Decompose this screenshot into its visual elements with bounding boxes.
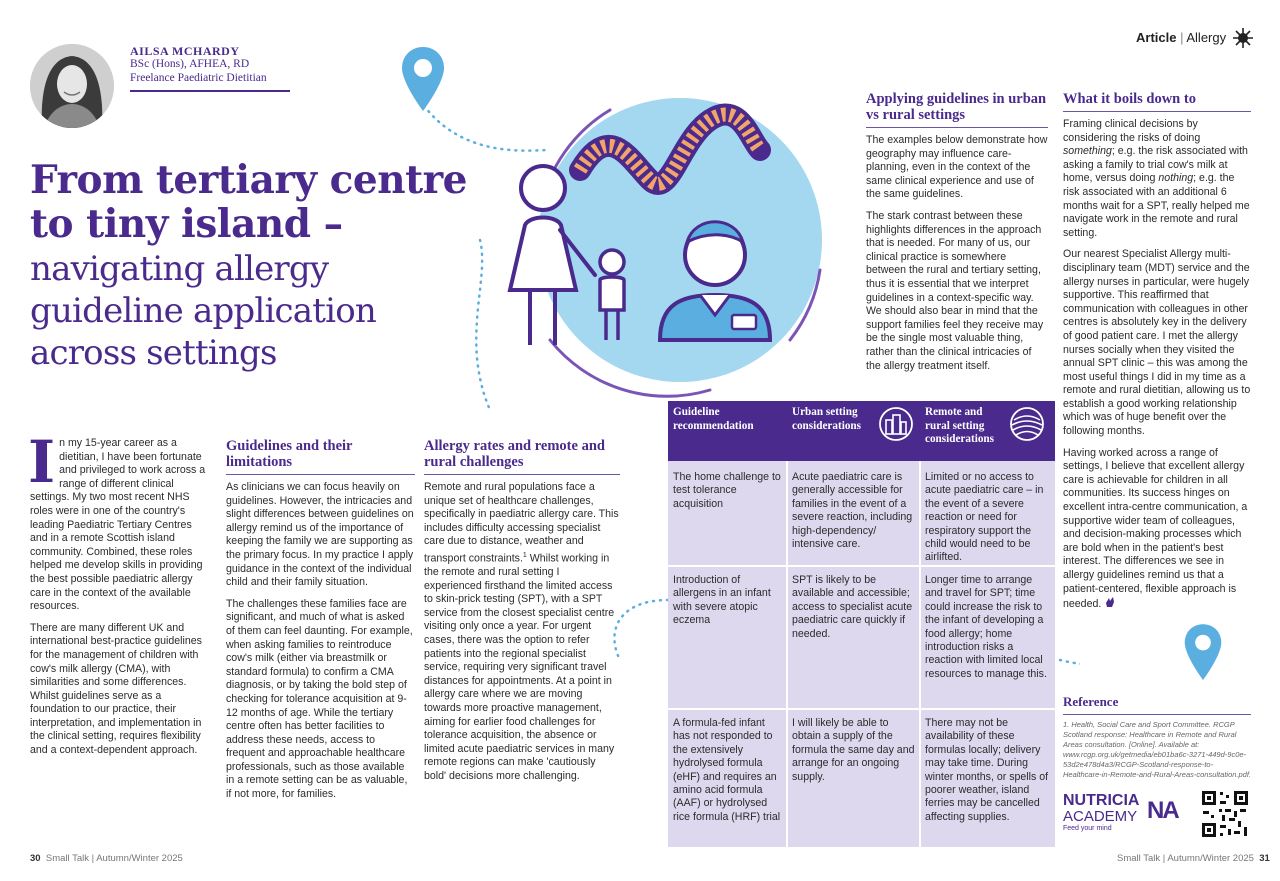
- limitations-column: [226, 438, 415, 802]
- table-column-divider: [919, 461, 921, 847]
- hand-icon: [1104, 596, 1116, 608]
- logo-mark: NA: [1147, 797, 1178, 824]
- page-number-left: 30: [30, 853, 41, 864]
- table-cell: Introduction of allergens in an infant with severe atopic eczema: [673, 574, 771, 627]
- drop-cap: I: [28, 428, 56, 496]
- table-cell: There may not be availability of these formulas locally; delivery may take time. During winter months, or spells of poorer weather, island ferries may be cancelled affecting supplies.: [925, 717, 1049, 823]
- boils-text: Framing clinical decisions by considering the risks of doing: [1063, 118, 1201, 144]
- boils-text: ; e.g. the risk associated with asking a family to trial cow's milk at home, versus doing: [1063, 145, 1248, 185]
- table-row-divider: [668, 708, 1055, 710]
- table-cell: The home challenge to test tolerance acquisition: [673, 471, 781, 510]
- page-number-right: 31: [1259, 853, 1270, 864]
- table-header-cell: Urban setting considerations: [792, 406, 861, 432]
- location-pin-icon: [1183, 622, 1223, 684]
- rates-column: [424, 438, 620, 784]
- intro-paragraph: [28, 428, 210, 614]
- section-header: Article | Allergy: [1136, 30, 1227, 45]
- rates-paragraph: [424, 481, 620, 784]
- footer-right-text: Small Talk | Autumn/Winter 2025: [1117, 853, 1254, 864]
- reference-section: [1063, 694, 1251, 780]
- title-line: From tertiary centre: [30, 157, 467, 203]
- table-cell: Limited or no access to acute paediatric care – in the event of a severe reaction or need for respiratory support the child would need to be airlifted.: [925, 471, 1044, 564]
- location-pin-icon: [400, 45, 446, 115]
- author-credentials: BSc (Hons), AFHEA, RD: [130, 58, 250, 70]
- footer-left-text: Small Talk | Autumn/Winter 2025: [45, 853, 183, 864]
- intro-text: n my 15-year career as a dietitian, I have been fortunate and privileged to work across a range of different clinical settings. My two most recent NHS roles were in one of the country's leading Paediatric Tertiary Centres and in a remote Scottish island community. Combined, these roles helped me develop skills in providing the best possible paediatric allergy care in the context of the available resources.: [30, 437, 206, 613]
- applying-heading: Applying guidelines in urban vs rural settings: [866, 91, 1048, 128]
- rates-heading: Allergy rates and remote and rural challenges: [424, 438, 620, 475]
- table-cell: Longer time to arrange and travel for SPT; time could increase the risk to the infant of developing a food allergy; home introduction risks a reaction with limited local resources to manage this.: [925, 574, 1047, 680]
- logo-tagline: Feed your mind: [1063, 825, 1112, 832]
- hills-icon: [1009, 406, 1045, 442]
- table-header-cell: Guideline recommendation: [673, 406, 754, 432]
- nutricia-academy-logo: [1063, 793, 1193, 841]
- limitations-heading: Guidelines and their limitations: [226, 438, 415, 475]
- table-header: [668, 401, 1055, 461]
- comparison-table: [668, 401, 1055, 847]
- intro-paragraph-2: There are many different UK and international best-practice guidelines for the management of children with cow's milk allergy (CMA), with similarities and some differences. Whilst guidelines serve as a foundation to our practice, their interpretation, and implementation in the clinical setting, requires flexibility and a context-dependent approach.: [30, 621, 202, 757]
- title-line: navigating allergy: [30, 249, 329, 289]
- qr-code-icon[interactable]: [1200, 789, 1250, 839]
- boils-emphasis: nothing: [1158, 172, 1194, 185]
- table-cell: I will likely be able to obtain a supply of the formula the same day and arrange for an ongoing supply.: [792, 717, 915, 783]
- author-role: Freelance Paediatric Dietitian: [130, 72, 267, 84]
- header-section: Allergy: [1186, 30, 1227, 45]
- applying-paragraph-1: The examples below demonstrate how geography may influence care-planning, even in the context of the same clinical experience and use of the same guidelines.: [866, 134, 1048, 201]
- author-avatar: [30, 44, 114, 128]
- table-cell: Acute paediatric care is generally accessible for families in the event of a severe reaction, including high-dependency/ intensive care.: [792, 471, 913, 551]
- boils-paragraph-3: [1063, 447, 1251, 612]
- applying-column: [866, 91, 1048, 373]
- limitations-paragraph-2: The challenges these families face are significant, and much of what is asked of them can feel daunting. For example, when asking families to reintroduce cow's milk (either via breastmilk or standard formula) to confirm a CMA diagnosis, or by taking the bold step of checking for tolerance acquisition at 9-12 months of age. While the tertiary centre often has better facilities to address these needs, access to frequent and approachable healthcare professionals, such as those available in a remote setting can be as valuable, if not more, for families.: [226, 597, 413, 801]
- city-icon: [878, 406, 914, 442]
- table-row-divider: [668, 565, 1055, 567]
- author-name: AILSA MCHARDY: [130, 44, 240, 58]
- logo-line-1: NUTRICIA: [1063, 792, 1140, 809]
- table-header-cell: Remote and rural setting considerations: [925, 406, 994, 446]
- applying-paragraph-2: The stark contrast between these highlights differences in the approach that is needed. For many of us, our clinical practice is somewhere between the rural and tertiary setting, thus it is essential that we interpret guidelines in a context-specific way. We should also bear in mind that the support families feel they receive may be the single most valuable thing, rather than the clinical intricacies of the allergy treatment itself.: [866, 209, 1044, 372]
- reference-heading: Reference: [1063, 694, 1251, 715]
- boils-heading: What it boils down to: [1063, 91, 1251, 112]
- footnote-marker[interactable]: 1: [522, 551, 527, 559]
- header-article: Article: [1136, 30, 1177, 45]
- boils-text: ; e.g. the risk associated with an additional 6 months wait for a SPT, really helped me navigate work in the remote and rural setting.: [1063, 172, 1250, 239]
- boils-paragraph-2: Our nearest Specialist Allergy multi-disciplinary team (MDT) service and the allergy nurses in particular, were hugely supportive. This reaffirmed that communication with colleagues in other centres is absolutely key in the delivery of good patient care. I met the allergy nurses socially when they visited the annual SPT clinic – this was among the most useful things I did in my time as a remote and rural dietitian, allowing us to establish a good working relationship which was of huge benefit over the following months.: [1063, 248, 1251, 438]
- boils-column: [1063, 91, 1251, 612]
- table-cell: SPT is likely to be available and accessible; access to specialist acute paediatric care quickly if needed.: [792, 574, 913, 640]
- footer-left: [30, 853, 183, 864]
- virus-icon: [1233, 28, 1253, 48]
- intro-column: [28, 428, 210, 758]
- reference-text[interactable]: 1. Health, Social Care and Sport Committee. RCGP Scotland response: Healthcare in Remote and Rural Areas consultation. [Online]. Available at: www.rcgp.org.uk/getmedia/eb01ba6c-3271-449d-9c0e-53d2e478d4a3/RCGP-Scotland-response-to-Healthcare-in-Remote-and-Rural-Areas-consultation.pdf.: [1063, 720, 1252, 779]
- title-line: across settings: [30, 333, 277, 373]
- rates-text: Remote and rural populations face a unique set of healthcare challenges, specifically in paediatric allergy care. This includes difficulty accessing specialist care due to distance, weather and transport constraints.: [424, 481, 619, 565]
- logo-line-2: ACADEMY: [1063, 808, 1138, 825]
- rates-text-cont: Whilst working in the remote and rural setting I experienced firsthand the limited access to skin-prick testing (SPT), with a SPT service from the closest specialist centre visiting only once a year. For urgent cases, there was the option to refer patients into the regional specialist service, requiring very significant travel distances for appointments. At a point in allergy care where we are moving towards more proactive management, aiming for earlier food challenges for tolerance acquisition, the absence or limited acute paediatric services in many remote regions can make 'cautiously bold' decisions more challenging.: [424, 552, 615, 782]
- title-line: guideline application: [30, 291, 376, 331]
- boils-emphasis: something: [1063, 145, 1112, 158]
- table-cell: A formula-fed infant has not responded to the extensively hydrolysed formula (eHF) and requires an amino acid formula (AAF) or hydrolysed rice formula (HRF) trial: [673, 717, 781, 823]
- title-subtitle: [30, 248, 376, 374]
- table-column-divider: [786, 461, 788, 847]
- footer-right: [1117, 853, 1270, 864]
- boils-paragraph-1: [1063, 118, 1251, 240]
- limitations-paragraph-1: As clinicians we can focus heavily on guidelines. However, the intricacies and slight differences between guidelines on allergy remind us of the importance of keeping the family we are supporting as the primary focus. In my practice I apply guidance in the context of the individual child and their family situation.: [226, 481, 414, 589]
- title-line: to tiny island –: [30, 201, 343, 247]
- boils-text: Having worked across a range of settings, I believe that excellent allergy care is achievable for children in all communities. Its success hinges on excellent intra-centre communication, a supportive wider team of colleagues, and decision-making processes which are bold when in the patient's best interest. The differences we see in allergy guidelines remind us that a patient-centered, flexible approach is needed.: [1063, 446, 1248, 611]
- author-rule: [130, 90, 290, 92]
